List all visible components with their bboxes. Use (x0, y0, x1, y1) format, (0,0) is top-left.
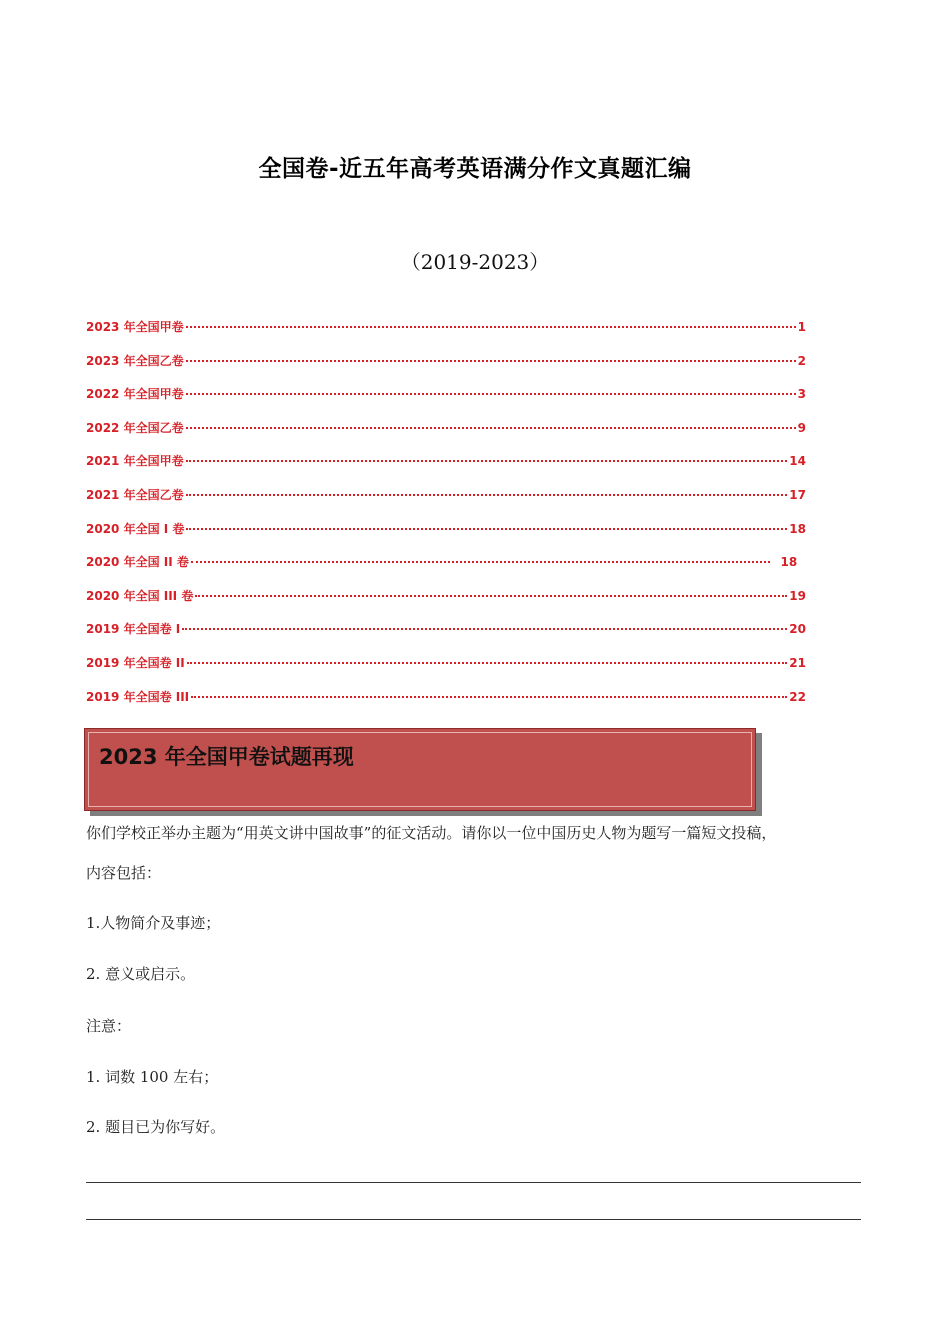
toc-entry-page: 17 (789, 487, 806, 502)
toc-entry-label: 2019 年全国卷 III (86, 689, 190, 704)
answer-line[interactable] (86, 1219, 861, 1220)
toc-entry[interactable] (86, 520, 806, 554)
toc-entry-page: 20 (789, 622, 806, 637)
toc-entry-page: 1 (797, 320, 806, 334)
toc-leader-dots (186, 460, 788, 462)
toc-entry-label: 2021 年全国甲卷 (86, 454, 184, 469)
toc-leader-dots (191, 561, 771, 563)
table-of-contents (86, 318, 806, 721)
toc-entry-label: 2022 年全国乙卷 (86, 420, 184, 435)
toc-leader-dots (186, 360, 796, 362)
toc-entry[interactable] (86, 620, 806, 654)
toc-entry[interactable] (86, 553, 806, 587)
toc-leader-dots (186, 528, 787, 530)
toc-entry-label: 2020 年全国 III 卷 (86, 588, 194, 603)
toc-entry-label: 2023 年全国甲卷 (86, 320, 184, 334)
toc-entry[interactable] (86, 352, 806, 386)
toc-entry-page: 18 (780, 555, 798, 570)
toc-entry-label: 2020 年全国 II 卷 (86, 555, 189, 570)
content-item-1: 1.人物简介及事迹； (86, 914, 221, 932)
document-subtitle: （2019-2023） (400, 250, 550, 274)
note-item-2: 2. 题目已为你写好。 (86, 1118, 226, 1136)
toc-entry-page: 2 (797, 353, 806, 368)
toc-entry[interactable] (86, 385, 806, 419)
toc-leader-dots (186, 326, 796, 328)
toc-entry[interactable] (86, 452, 806, 486)
section-banner (84, 728, 756, 811)
toc-leader-dots (195, 595, 787, 597)
toc-leader-dots (186, 393, 796, 395)
toc-entry-label: 2021 年全国乙卷 (86, 487, 184, 502)
toc-leader-dots (187, 662, 788, 664)
toc-leader-dots (186, 494, 788, 496)
document-title: 全国卷-近五年高考英语满分作文真题汇编 (258, 156, 692, 182)
content-item-2: 2. 意义或启示。 (86, 965, 196, 983)
toc-entry-page: 21 (789, 655, 806, 670)
toc-entry-page: 9 (797, 420, 806, 435)
toc-entry-page: 3 (797, 387, 806, 402)
toc-entry-label: 2020 年全国 I 卷 (86, 521, 185, 536)
toc-entry[interactable] (86, 486, 806, 520)
note-item-1: 1. 词数 100 左右； (86, 1068, 219, 1086)
toc-leader-dots (186, 427, 796, 429)
toc-entry-page: 19 (789, 588, 806, 603)
toc-entry[interactable] (86, 419, 806, 453)
toc-leader-dots (182, 628, 787, 630)
intro-paragraph-line-2: 内容包括： (86, 864, 162, 882)
toc-entry-label: 2019 年全国卷 II (86, 655, 185, 670)
section-heading: 2023 年全国甲卷试题再现 (99, 745, 354, 769)
toc-entry-page: 18 (789, 521, 806, 536)
toc-entry[interactable] (86, 654, 806, 688)
toc-entry[interactable] (86, 587, 806, 621)
toc-entry[interactable] (86, 688, 806, 722)
toc-entry[interactable] (86, 318, 806, 352)
answer-line[interactable] (86, 1182, 861, 1183)
toc-entry-label: 2019 年全国卷 I (86, 622, 181, 637)
toc-entry-label: 2022 年全国甲卷 (86, 387, 184, 402)
toc-leader-dots (191, 696, 787, 698)
toc-entry-label: 2023 年全国乙卷 (86, 353, 184, 368)
toc-entry-page: 14 (789, 454, 806, 469)
toc-entry-page: 22 (789, 689, 806, 704)
intro-paragraph-line-1: 你们学校正举办主题为“用英文讲中国故事”的征文活动。请你以一位中国历史人物为题写一篇短文投稿， (86, 824, 777, 842)
notes-label: 注意： (86, 1017, 132, 1035)
